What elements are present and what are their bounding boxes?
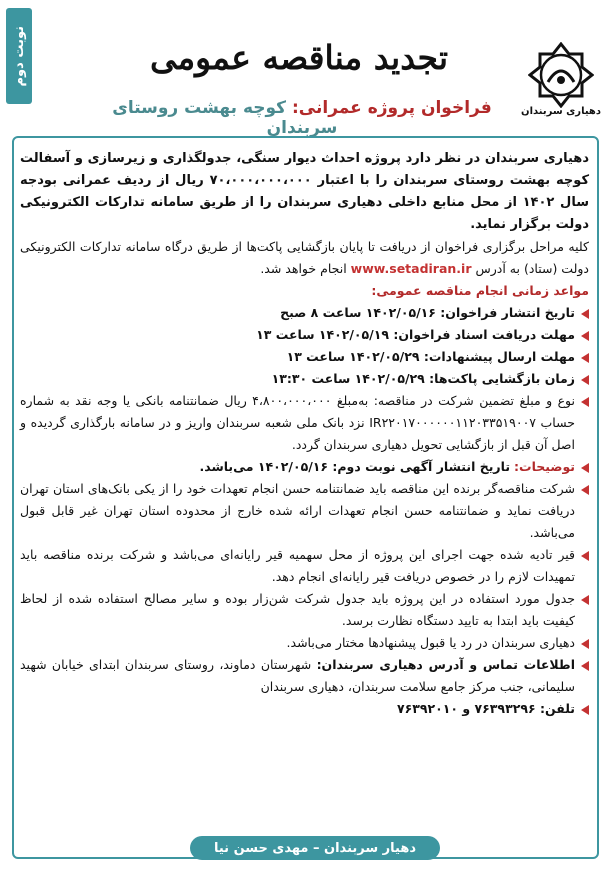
subtitle-lead: فراخوان پروژه عمرانی: — [291, 98, 492, 118]
subtitle-project: کوچه بهشت روستای سربندان — [112, 98, 338, 138]
schedule-item: مهلت دریافت اسناد فراخوان: ۱۴۰۲/۰۵/۱۹ ساعت ۱۳ — [20, 324, 589, 346]
note-item: جدول مورد استفاده در این پروژه باید جدول شرکت شن‌زار بوده و سایر مصالح استفاده شده از لحاظ کیفیت باید ابتدا به تایید دستگاه نظارت برسد. — [20, 588, 589, 632]
setad-url-link[interactable]: www.setadiran.ir — [350, 261, 472, 276]
logo-caption: دهیاری سربندان — [521, 106, 601, 117]
second-pub-date: تاریخ انتشار آگهی نوبت دوم: ۱۴۰۲/۰۵/۱۶ می‌باشد. — [199, 459, 511, 474]
second-round-ribbon — [6, 8, 32, 104]
notice-body — [20, 148, 589, 720]
note-item: شرکت مناقصه‌گر برنده این مناقصه باید ضمانتنامه حسن انجام تعهدات خود را از یکی بانک‌های استان تهران دریافت نماید و ضمانتنامه حسن انجام تعهدات ارائه شده خارج از محدوده استان تهران غیر قابل قبول می‌باشد. — [20, 478, 589, 544]
contact-head: اطلاعات تماس و آدرس دهیاری سربندان: — [316, 657, 575, 672]
logo-emblem-icon — [528, 42, 594, 108]
process-paragraph — [20, 236, 589, 280]
schedule-item: مهلت ارسال پیشنهادات: ۱۴۰۲/۰۵/۲۹ ساعت ۱۳ — [20, 346, 589, 368]
schedule-title: مواعد زمانی انجام مناقصه عمومی: — [371, 283, 589, 298]
second-publication — [20, 456, 589, 478]
notice-title: تجدید مناقصه عمومی — [149, 38, 449, 77]
phone-line: تلفن: ۷۶۳۹۳۲۹۶ و ۷۶۳۹۲۰۱۰ — [20, 698, 589, 720]
contact-address: شهرستان دماوند، روستای سربندان ابتدای خیابان شهید سلیمانی، جنب مرکز جامع سلامت سربندان، دهیاری سربندان — [20, 657, 575, 694]
signature-footer: دهیار سربندان – مهدی حسن نیا — [190, 836, 440, 860]
ribbon-label: نوبت دوم — [11, 25, 27, 87]
contact-paragraph — [20, 654, 589, 698]
guarantee-paragraph: نوع و مبلغ تضمین شرکت در مناقصه: به‌مبلغ ۴،۸۰۰،۰۰۰،۰۰۰ ریال ضمانتنامه بانکی یا وجه نقد به شماره حساب IR۲۲۰۱۷۰۰۰۰۰۰۱۱۲۰۳۳۵۱۹۰۰۷ نزد بانک ملی شعبه سربندان واریز و در سامانه بارگذاری گردیده و اصل آن قبل از بازگشایی تحویل دهیاری سربندان گردد. — [20, 390, 589, 456]
process-end: انجام خواهد شد. — [260, 261, 347, 276]
intro-paragraph: دهیاری سربندان در نظر دارد پروژه احداث دیوار سنگی، جدولگذاری و زیرسازی و آسفالت کوچه بهشت روستای سربندان را با اعتبار ۷۰،۰۰۰،۰۰۰،۰۰۰ ریال از ردیف عمرانی بودجه سال ۱۴۰۲ از محل منابع داخلی دهیاری سربندان را از طریق سامانه تدارکات الکترونیکی دولت برگزار نماید. — [20, 151, 590, 232]
note-item: دهیاری سربندان در رد یا قبول پیشنهادها مختار می‌باشد. — [20, 632, 589, 654]
note-item: قیر تادیه شده جهت اجرای این پروژه از محل سهمیه قیر رایانه‌ای می‌باشد و شرکت برنده مناقصه باید تمهیدات لازم را در خصوص دریافت قیر رایانه‌ای انجام دهد. — [20, 544, 589, 588]
process-text: کلیه مراحل برگزاری فراخوان از دریافت تا پایان بازگشایی پاکت‌ها از طریق درگاه سامانه تدارکات الکترونیکی دولت (ستاد) به آدرس — [20, 239, 589, 276]
notice-subtitle — [87, 98, 517, 138]
village-council-logo — [521, 42, 601, 132]
notes-head: توضیحات: — [514, 459, 575, 474]
schedule-item: تاریخ انتشار فراخوان: ۱۴۰۲/۰۵/۱۶ ساعت ۸ صبح — [20, 302, 589, 324]
schedule-item: زمان بازگشایی پاکت‌ها: ۱۴۰۲/۰۵/۲۹ ساعت ۱۳:۳۰ — [20, 368, 589, 390]
